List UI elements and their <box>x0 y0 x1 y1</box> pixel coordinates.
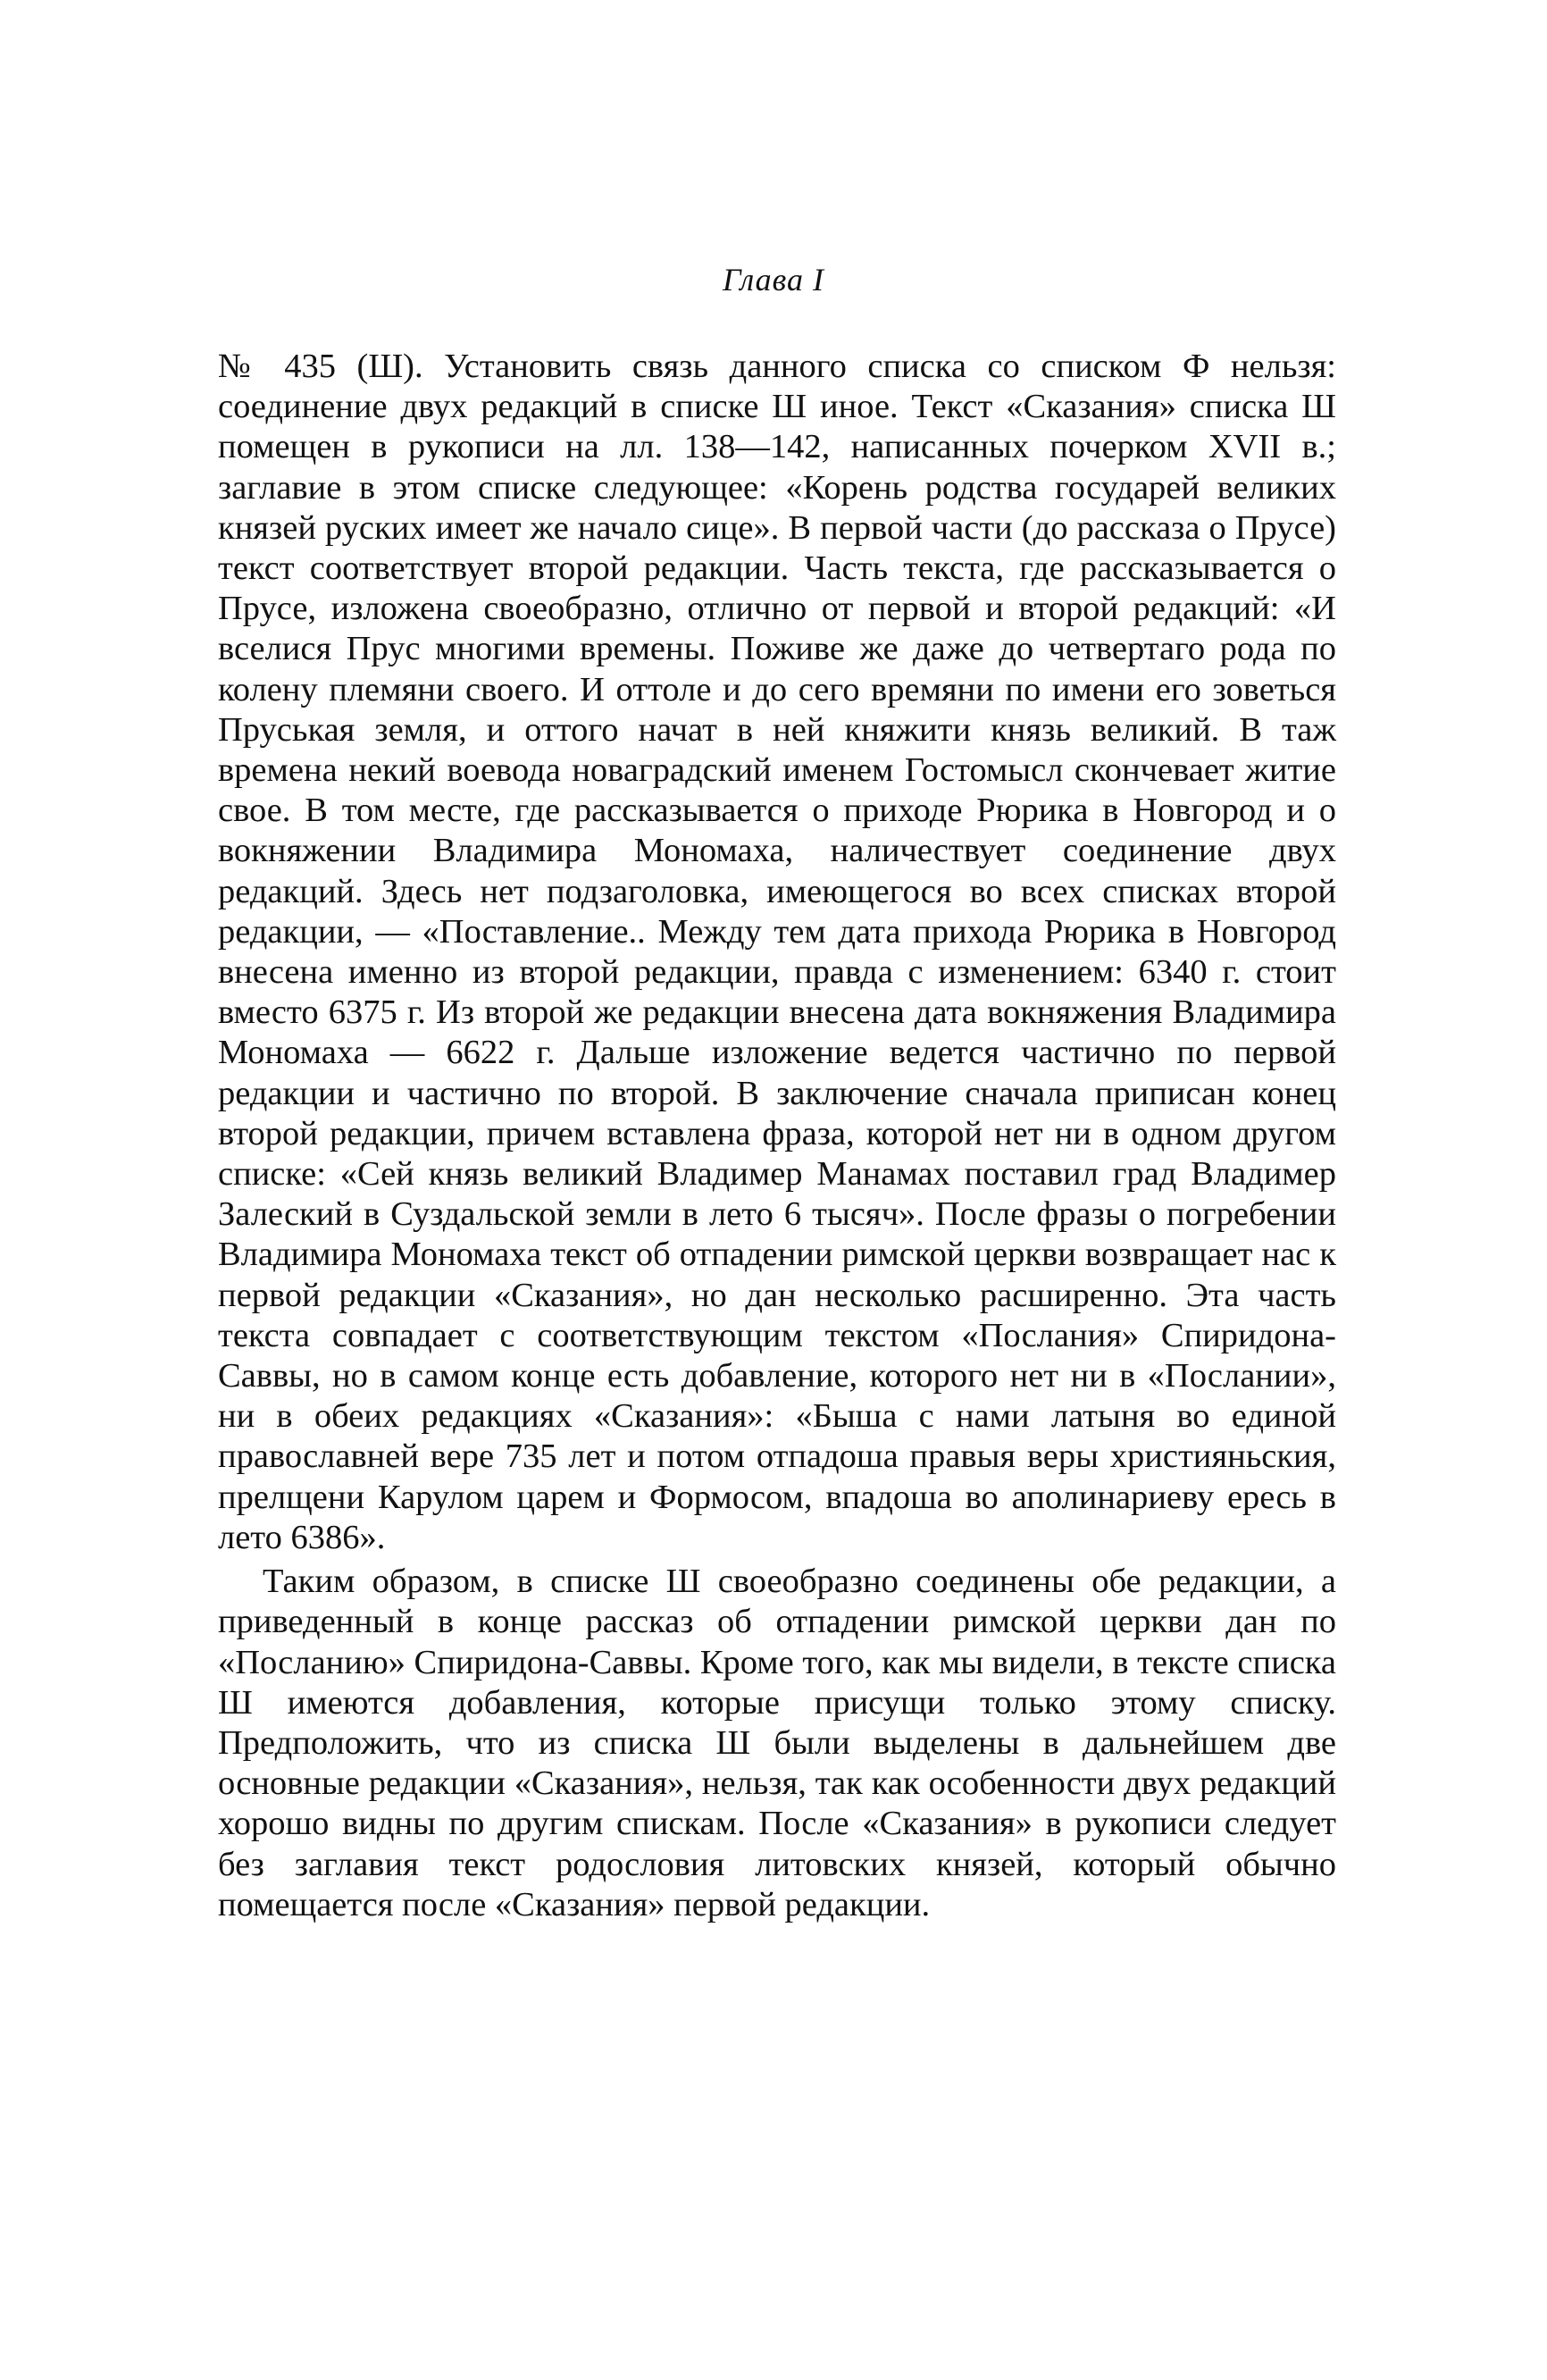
body-text <box>218 347 1336 1925</box>
paragraph-1: № 435 (Ш). Установить связь данного списка со списком Ф нельзя: соединение двух редакций в списке Ш иное. Текст «Сказания» списка Ш помещен в рукописи на лл. 138—142, написанных почерком XVII в.; заглавие в этом списке следующее: «Корень родства государей великих князей руских имеет же начало сице». В первой части (до рассказа о Прусе) текст соответствует второй редакции. Часть текста, где рассказывается о Прусе, изложена своеобразно, отлично от первой и второй редакций: «И вселися Прус многими времены. Поживе же даже до четвертаго рода по колену племяни своего. И оттоле и до сего времяни по имени его зоветься Пруськая земля, и оттого начат в ней княжити князь великий. В таж времена некий воевода новаградский именем Гостомысл скончевает житие свое. В том месте, где рассказывается о приходе Рюрика в Новгород и о вокняжении Владимира Мономаха, наличествует соединение двух редакций. Здесь нет подзаголовка, имеющегося во всех списках второй редакции, — «Поставление.. Между тем дата прихода Рюрика в Новгород внесена именно из второй редакции, правда с изменением: 6340 г. стоит вместо 6375 г. Из второй же редакции внесена дата вокняжения Владимира Мономаха — 6622 г. Дальше изложение ведется частично по первой редакции и частично по второй. В заключение сначала приписан конец второй редакции, причем вставлена фраза, которой нет ни в одном другом списке: «Сей князь великий Владимер Манамах поставил град Владимер Залеский в Суздальской земли в лето 6 тысяч». После фразы о погребении Владимира Мономаха текст об отпадении римской церкви возвращает нас к первой редакции «Сказания», но дан несколько расширенно. Эта часть текста совпадает с соответствующим текстом «Послания» Спиридона-Саввы, но в самом конце есть добавление, которого нет ни в «Послании», ни в обеих редакциях «Сказания»: «Быша с нами латыня во единой православней вере 735 лет и потом отпадоша правыя веры християньския, прелщени Карулом царем и Формосом, впадоша во аполинариеву ересь в лето 6386». <box>218 348 1336 1556</box>
paragraph-2: Таким образом, в списке Ш своеобразно соединены обе редакции, а приведенный в конце рассказ об отпадении римской церкви дан по «Посланию» Спиридона-Саввы. Кроме того, как мы видели, в тексте списка Ш имеются добавления, которые присущи только этому списку. Предположить, что из списка Ш были выделены в дальнейшем две основные редакции «Сказания», нельзя, так как особенности двух редакций хорошо видны по другим спискам. После «Сказания» в рукописи следует без заглавия текст родословия литовских князей, который обычно помещается после «Сказания» первой редакции. <box>218 1563 1336 1923</box>
running-header: Глава I <box>722 262 825 298</box>
